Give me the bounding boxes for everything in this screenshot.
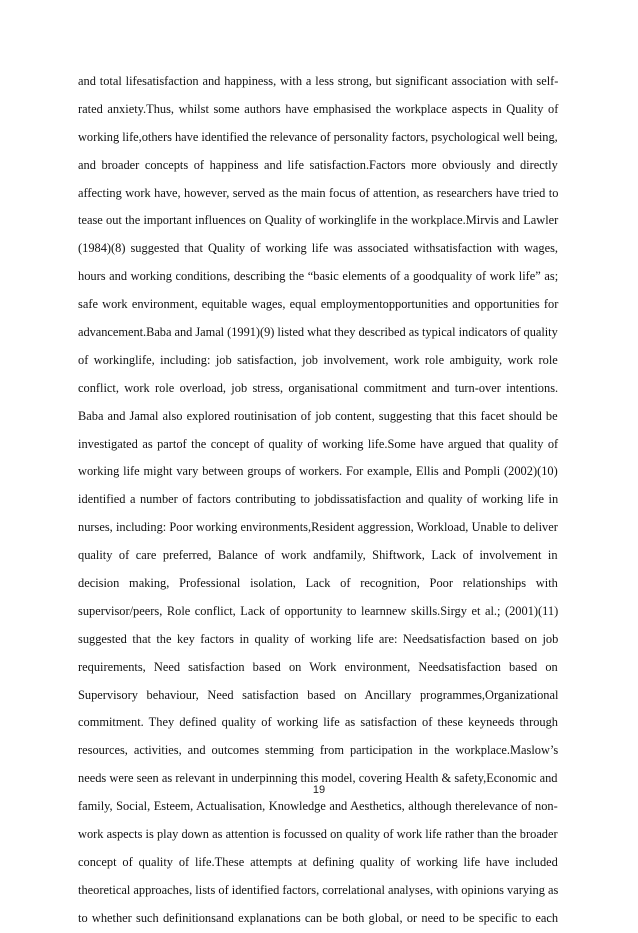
text-line: conflict, work role overload, job stress, organisational commitment and turn-over intentions. (78, 380, 559, 395)
text-line: theoretical approaches, lists of identified factors, correlational analyses, with opinions varying as (78, 882, 559, 897)
text-line: resources, activities, and outcomes stemming from participation in the workplace.Maslow’s (78, 743, 559, 758)
page-number: 19 (312, 784, 326, 796)
text-line: hours and working conditions, describing the “basic elements of a goodquality of work life” as; (78, 269, 559, 284)
text-line: quality of care preferred, Balance of work andfamily, Shiftwork, Lack of involvement in (78, 548, 558, 563)
text-line: tease out the important influences on Quality of workinglife in the workplace.Mirvis and Lawler (78, 213, 559, 228)
text-line: safe work environment, equitable wages, equal employmentopportunities and opportunities for (78, 297, 559, 312)
text-line: rated anxiety.Thus, whilst some authors have emphasised the workplace aspects in Quality of (78, 101, 559, 116)
text-line: advancement.Baba and Jamal (1991)(9) listed what they described as typical indicators of quality (78, 325, 558, 340)
text-line: to whether such definitionsand explanations can be both global, or need to be specific to each (78, 910, 559, 925)
text-line: Supervisory behaviour, Need satisfaction based on Ancillary programmes,Organizational (78, 687, 559, 702)
text-line: identified a number of factors contributing to jobdissatisfaction and quality of working life in (78, 492, 559, 507)
text-line: and total lifesatisfaction and happiness, with a less strong, but significant association with self- (78, 74, 559, 88)
text-line: of workinglife, including: job satisfaction, job involvement, work role ambiguity, work role (78, 352, 558, 367)
body-text (78, 68, 558, 933)
text-line: commitment. They defined quality of working life as satisfaction of these keyneeds through (78, 715, 559, 730)
text-line: Baba and Jamal also explored routinisation of job content, suggesting that this facet should be (78, 408, 558, 423)
text-line: working life might vary between groups of workers. For example, Ellis and Pompli (2002)(10) (78, 464, 558, 479)
text-line: and broader concepts of happiness and life satisfaction.Factors more obviously and directly (78, 157, 558, 172)
text-line: affecting work have, however, served as the main focus of attention, as researchers have tried to (78, 185, 559, 200)
text-line: working life,others have identified the relevance of personality factors, psychological well being, (78, 129, 558, 144)
text-line: needs were seen as relevant in underpinning this model, covering Health & safety,Economic and (78, 771, 558, 786)
text-line: supervisor/peers, Role conflict, Lack of opportunity to learnnew skills.Sirgy et al.; (2001)(11) (78, 603, 559, 618)
text-line: investigated as partof the concept of quality of working life.Some have argued that quality of (78, 436, 559, 451)
text-line: concept of quality of life.These attempts at defining quality of working life have included (78, 854, 558, 869)
text-line: decision making, Professional isolation, Lack of recognition, Poor relationships with (78, 576, 558, 591)
text-line: family, Social, Esteem, Actualisation, Knowledge and Aesthetics, although therelevance of non- (78, 799, 558, 814)
text-line: requirements, Need satisfaction based on Work environment, Needsatisfaction based on (78, 659, 558, 674)
text-line: work aspects is play down as attention is focussed on quality of work life rather than the broader (78, 827, 558, 842)
text-line: nurses, including: Poor working environments,Resident aggression, Workload, Unable to deliver (78, 520, 558, 535)
text-line: (1984)(8) suggested that Quality of working life was associated withsatisfaction with wages, (78, 241, 559, 256)
text-line: suggested that the key factors in quality of working life are: Needsatisfaction based on job (78, 631, 559, 646)
